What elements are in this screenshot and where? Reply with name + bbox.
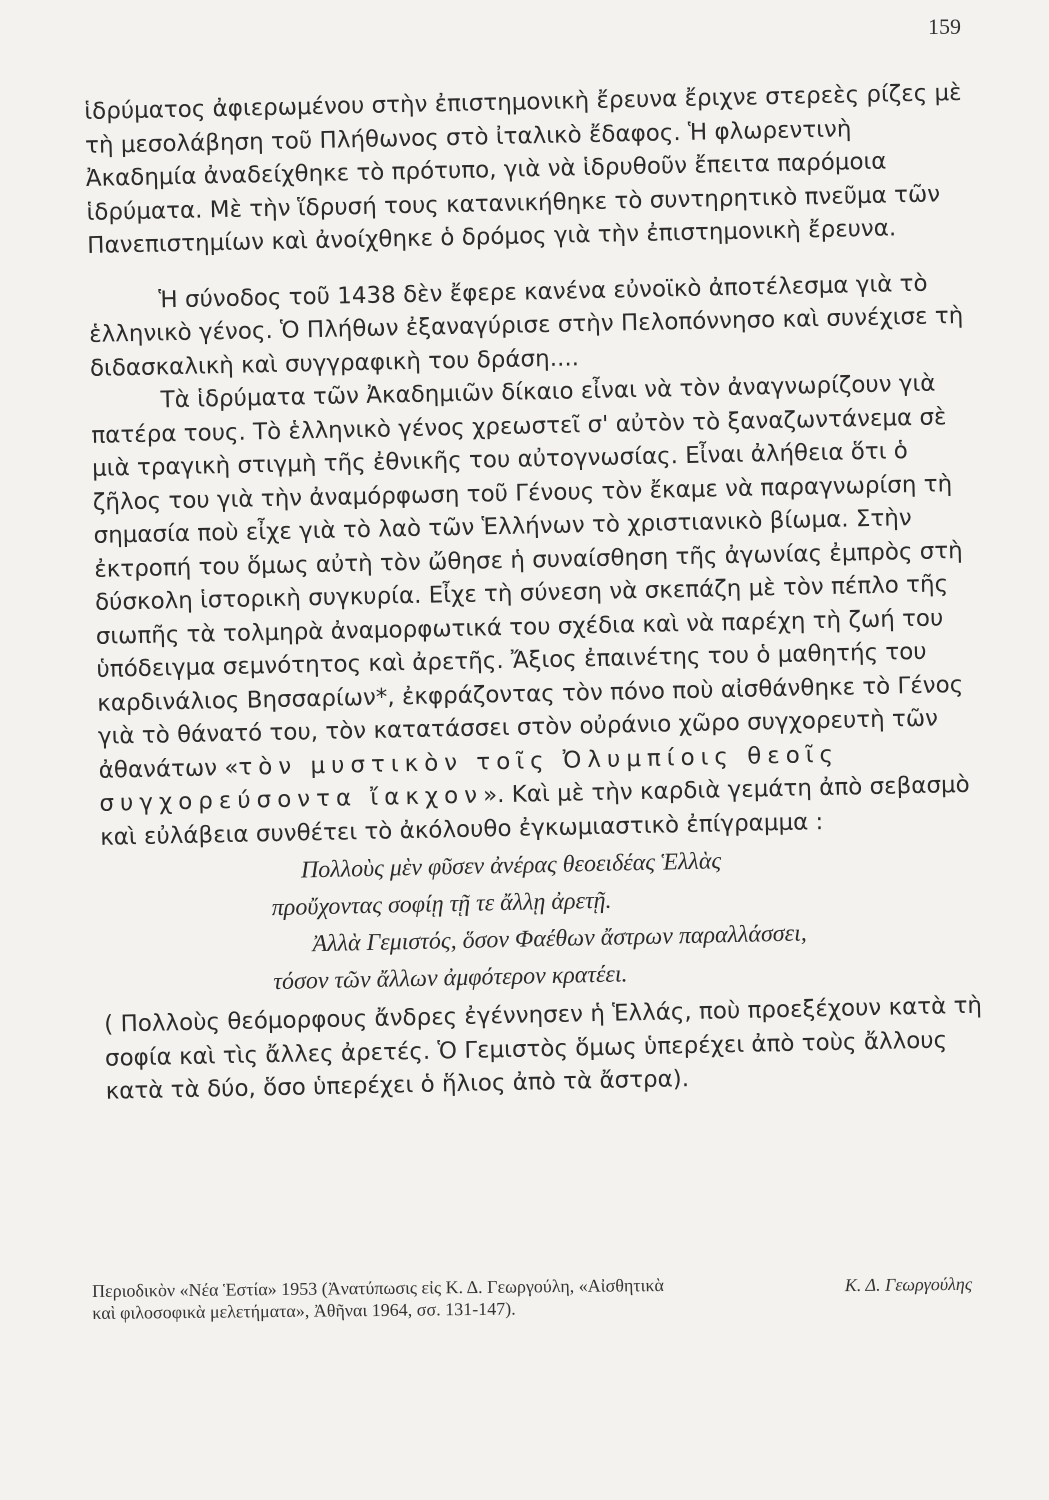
- paragraph-3-end: ». Καὶ μὲ τὴν καρδιὰ γεμάτη ἀπὸ σεβασμὸ καὶ εὐλάβεια συνθέτει τὸ ἀκόλουθο ἐγκωμιαστικὸ ἐπίγραμμα :: [99, 771, 970, 851]
- body-text: [84, 77, 986, 1109]
- source-citation: Περιοδικὸν «Νέα Ἑστία» 1953 (Ἀνατύπωσις εἰς Κ. Δ. Γεωργούλη, «Αἰσθητικὰ καὶ φιλοσοφικὰ μελετήματα», Ἀθῆναι 1964, σσ. 131-147).: [92, 1275, 665, 1323]
- epigram-line-1: Πολλοὺς μὲν φῦσεν ἀνέρας θεοειδέας Ἑλλὰς: [300, 848, 722, 884]
- footer: [92, 1271, 972, 1324]
- epigram-line-2: προὔχοντας σοφίῃ τῇ τε ἄλλῃ ἀρετῇ.: [271, 887, 612, 922]
- spaced-quote: τὸν μυστικὸν τοῖς Ὀλυμπίοις θεοῖς συγχορεύσοντα ἴακχον: [99, 741, 840, 817]
- epigram-line-3: Ἀλλὰ Γεμιστός, ὅσον Φαέθων ἄστρων παραλλάσσει,: [312, 920, 808, 958]
- epigram: [101, 838, 984, 1005]
- author-signature: Κ. Δ. Γεωργούλης: [844, 1273, 973, 1296]
- paragraph-3-text: Τὰ ἱδρύματα τῶν Ἀκαδημιῶν δίκαιο εἶναι νὰ τὸν ἀναγνωρίζουν γιὰ πατέρα τους. Τὸ ἑλληνικὸ γένος χρεωστεῖ σ' αὐτὸν τὸ ξαναζωντάνεμα σὲ μιὰ τραγικὴ στιγμὴ τῆς ἐθνικῆς του αὐτογνωσίας. Εἶναι ἀλήθεια ὅτι ὁ ζῆλος του γιὰ τὴν ἀναμόρφωση τοῦ Γένους τὸν ἔκαμε νὰ παραγνωρίση τὴ σημασία ποὺ εἶχε γιὰ τὸ λαὸ τῶν Ἑλλήνων τὸ χριστιανικὸ βίωμα. Στὴν ἐκτροπή του ὅμως αὐτὴ τὸν ὤθησε ἡ συναίσθηση τῆς ἀγωνίας ἐμπρὸς στὴ δύσκολη ἱστορικὴ συγκυρία. Εἶχε τὴ σύνεση νὰ σκεπάζη μὲ τὸν πέπλο τῆς σιωπῆς τὰ τολμηρὰ ἀναμορφωτικά του σχέδια καὶ νὰ παρέχη τὴ ζωή του ὑπόδειγμα σεμνότητος καὶ ἀρετῆς. Ἄξιος ἐπαινέτης του ὁ μαθητής του καρδινάλιος Βησσαρίων*, ἐκφράζοντας τὸν πόνο ποὺ αἰσθάνθηκε τὸ Γένος γιὰ τὸ θάνατό του, τὸν κατατάσσει στὸν οὐράνιο χῶρο συγχορευτὴ τῶν ἀθανάτων «: [91, 370, 964, 784]
- epigram-line-4: τόσον τῶν ἄλλων ἀμφότερον κρατέει.: [273, 961, 628, 996]
- page-number: 159: [928, 14, 961, 39]
- paragraph-1: ἱδρύματος ἀφιερωμένου στὴν ἐπιστημονικὴ ἔρευνα ἔριχνε στερεὲς ρίζες μὲ τὴ μεσολάβηση τοῦ Πλήθωνος στὸ ἰταλικὸ ἔδαφος. Ἡ φλωρεντινὴ Ἀκαδημία ἀναδείχθηκε τὸ πρότυπο, γιὰ νὰ ἱδρυθοῦν ἔπειτα παρόμοια ἱδρύματα. Μὲ τὴν ἵδρυσή τους κατανικήθηκε τὸ συντηρητικὸ πνεῦμα τῶν Πανεπιστημίων καὶ ἀνοίχθηκε ὁ δρόμος γιὰ τὴν ἐπιστημονικὴ ἔρευνα.: [84, 79, 962, 259]
- paragraph-2: Ἡ σύνοδος τοῦ 1438 δὲν ἔφερε κανένα εὐνοϊκὸ ἀποτέλεσμα γιὰ τὸ ἑλληνικὸ γένος. Ὁ Πλήθων ἐξαναγύρισε στὴν Πελοπόννησο καὶ συνέχισε τὴ διδασκαλικὴ καὶ συγγραφικὴ του δράση....: [88, 270, 964, 382]
- paragraph-3: [90, 367, 980, 855]
- translation: ( Πολλοὺς θεόμορφους ἄνδρες ἐγέννησεν ἡ Ἑλλάς, ποὺ προεξέχουν κατὰ τὴ σοφία καὶ τὶς ἄλλες ἀρετές. Ὁ Γεμιστὸς ὅμως ὑπερέχει ἀπὸ τοὺς ἄλλους κατὰ τὰ δύο, ὅσο ὑπερέχει ὁ ἥλιος ἀπὸ τὰ ἄστρα).: [103, 992, 983, 1105]
